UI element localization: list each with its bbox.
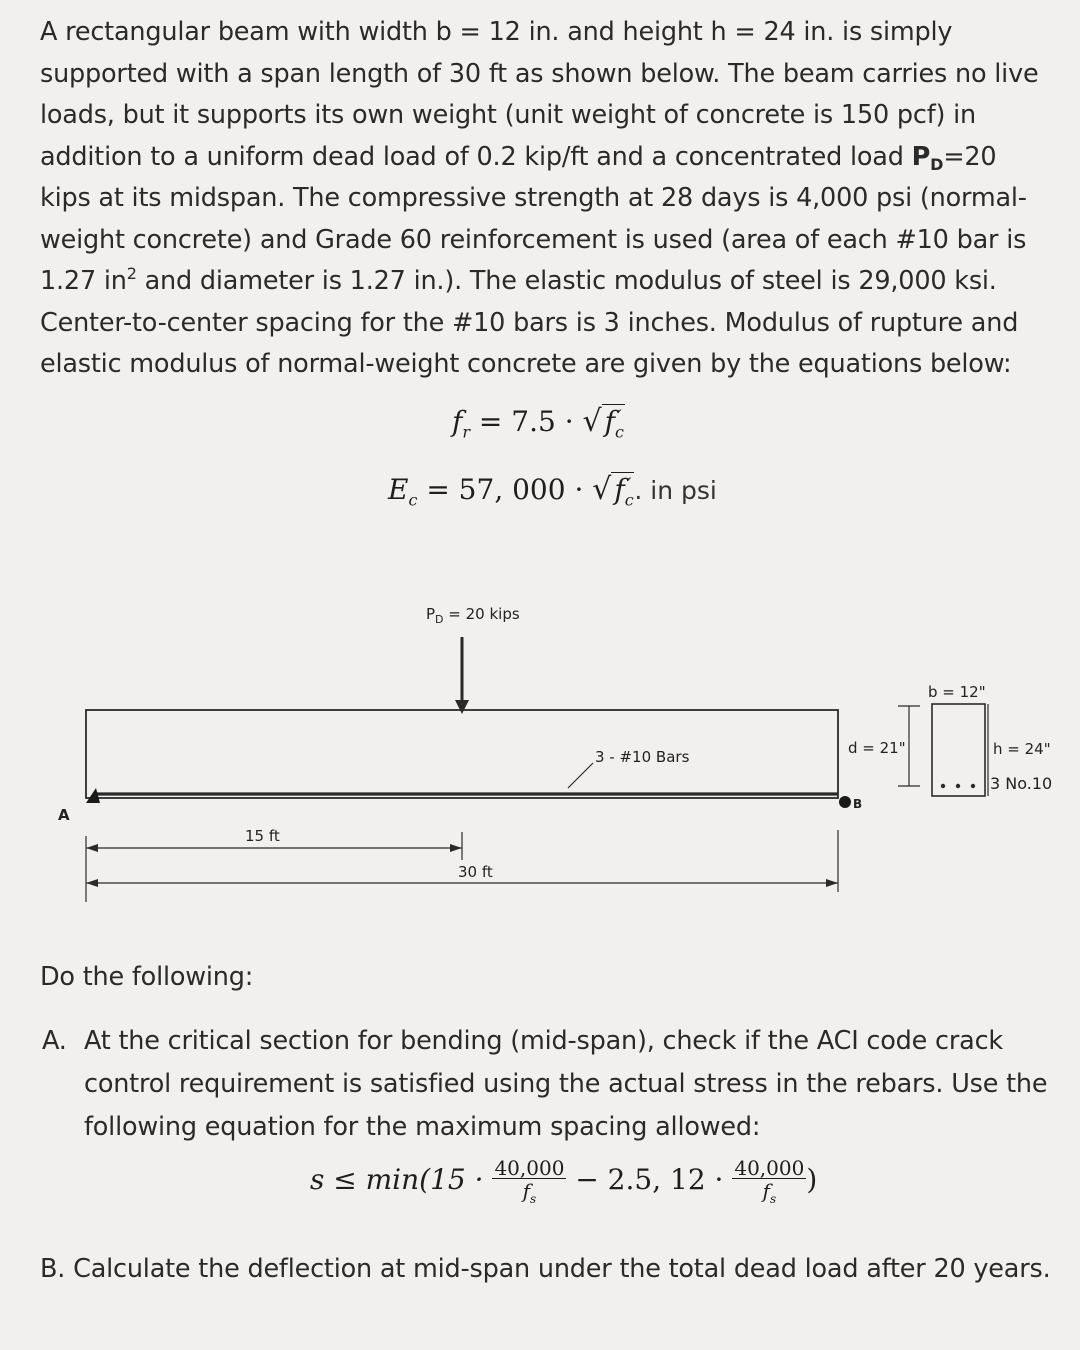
support-b-label: B xyxy=(853,797,863,811)
support-b-roller xyxy=(839,796,851,808)
section-width-label: b = 12" xyxy=(928,683,986,701)
problem-statement: A rectangular beam with width b = 12 in. and height h = 24 in. is simply supported with a span length of 30 ft as shown below. The beam carries no live loads, but it supports its own weight (unit weight of concrete is 150 pcf) in addition to a uniform dead load of 0.2 kip/ft and a concentrated load $P_D=20$ kips at its midspan. The compressive strength at 28 days is 4,000 psi (normal-weight concrete) and Grade 60 reinforcement is used (area of each #10 bar is 1.27 $in^2$ and diameter is 1.27 in.). The elastic modulus of steel is 29,000 ksi. Center-to-center spacing for the #10 bars is 3 inches. Modulus of rupture and elastic modulus of normal-weight concrete are given by the equations below: xyxy=(40,17,1039,379)
section-bars-label: 3 No.10 xyxy=(990,774,1053,793)
bars-leader xyxy=(568,763,593,788)
task-a-marker: A. xyxy=(42,1026,67,1056)
support-a-label: A xyxy=(58,806,70,824)
rebar-dot xyxy=(941,784,945,788)
dim-half-span: 15 ft xyxy=(245,827,280,845)
section-depth-label: d = 21" xyxy=(848,739,906,757)
task-a-text: At the critical section for bending (mid-span), check if the ACI code crack control requirement is satisfied using the actual stress in the rebars. Use the following equation for the maximum spacing allowed: xyxy=(84,1026,1048,1142)
tasks-heading: Do the following: xyxy=(40,962,254,992)
bars-label: 3 - #10 Bars xyxy=(595,748,690,766)
cross-section xyxy=(932,704,985,796)
rebar-dot xyxy=(956,784,960,788)
beam-figure xyxy=(0,590,1080,930)
spacing-equation: s ≤ min(15 · $\frac{40,000}{f_s}$ − 2.5, 12 · $\frac{40,000}{f_s}$ ) xyxy=(310,1156,818,1206)
modulus-of-rupture-equation: $f_r = 7.5$ · √ $f_c'$ xyxy=(452,404,624,442)
support-a-pin xyxy=(86,788,100,803)
rebar-dot xyxy=(971,784,975,788)
load-label: $P_D = 20$ kips xyxy=(426,605,520,626)
beam-body xyxy=(86,710,838,798)
section-height-label: h = 24" xyxy=(993,740,1051,758)
dim-full-span: 30 ft xyxy=(458,863,493,881)
load-arrowhead xyxy=(455,700,469,714)
elastic-modulus-equation: $E_c = 57$, 000 · √ $f_c'$ . in psi xyxy=(388,472,717,510)
task-b-text: B. Calculate the deflection at mid-span under the total dead load after 20 years. xyxy=(40,1254,1051,1284)
